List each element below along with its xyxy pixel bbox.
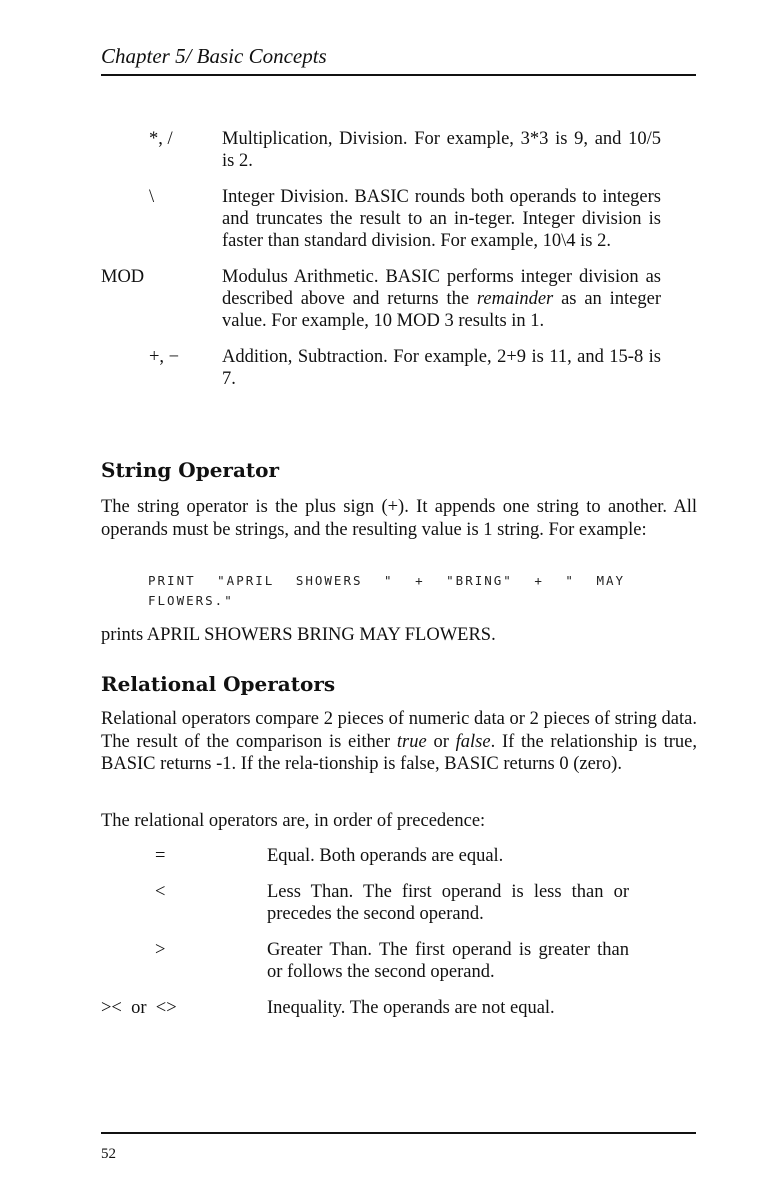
relational-symbol: = — [155, 846, 166, 866]
footer-rule — [101, 1132, 696, 1134]
description-text: Modulus Arithmetic. BASIC performs integer division as described above and returns the — [222, 267, 661, 309]
relational-operator-list — [101, 845, 661, 1032]
operator-symbol: \ — [149, 187, 155, 207]
operator-row — [101, 186, 661, 252]
emphasis-true: true — [396, 731, 427, 752]
chapter-title: Chapter 5/ Basic Concepts — [101, 44, 327, 68]
relational-description: Inequality. The operands are not equal. — [267, 997, 555, 1018]
relational-row — [101, 881, 661, 926]
relational-row — [101, 845, 661, 868]
operator-row — [101, 128, 661, 172]
intro-text: Relational operators compare 2 pieces of numeric data or 2 pieces of string data. The result of the comparison is either — [101, 709, 697, 752]
intro-text: or — [426, 731, 456, 752]
string-operator-intro: The string operator is the plus sign (+). It appends one string to another. All operands must be strings, and the resulting value is 1 string. For example: — [101, 497, 697, 540]
operator-row — [101, 346, 661, 390]
operator-row — [101, 266, 661, 332]
page-number: 52 — [101, 1146, 116, 1162]
header-rule — [101, 74, 696, 76]
relational-operators-intro — [101, 708, 697, 776]
precedence-intro: The relational operators are, in order of precedence: — [101, 811, 486, 831]
operator-symbol: *, / — [149, 129, 173, 149]
relational-description: Greater Than. The first operand is greater than or follows the second operand. — [267, 939, 629, 982]
relational-description: Less Than. The first operand is less than or precedes the second operand. — [267, 881, 629, 924]
intro-text: . If the relationship is true, BASIC returns -1. If the rela-tionship is false, BASIC returns 0 (zero). — [101, 731, 697, 774]
code-line: FLOWERS." — [148, 593, 234, 608]
relational-symbol: > — [155, 939, 166, 960]
operator-description: Integer Division. BASIC rounds both operands to integers and truncates the result to an in-teger. Integer division is faster than standard division. For example, 10\4 is 2. — [222, 187, 661, 251]
emphasis-false: false — [455, 731, 491, 752]
operator-symbol: +, − — [149, 347, 180, 367]
emphasis-remainder: remainder — [476, 289, 554, 309]
operator-description: Addition, Subtraction. For example, 2+9 is 11, and 15-8 is 7. — [222, 347, 661, 389]
relational-operators-heading: Relational Operators — [101, 672, 336, 696]
relational-symbol: < — [155, 881, 166, 902]
operator-symbol: MOD — [101, 267, 145, 287]
operator-description: Multiplication, Division. For example, 3*3 is 9, and 10/5 is 2. — [222, 129, 661, 171]
string-operator-result: prints APRIL SHOWERS BRING MAY FLOWERS. — [101, 625, 496, 645]
operator-description — [222, 266, 661, 332]
relational-row — [101, 997, 661, 1020]
description-text: as an integer value. For example, 10 MOD 3 results in 1. — [222, 289, 661, 331]
string-operator-heading: String Operator — [101, 458, 280, 482]
code-line: PRINT "APRIL SHOWERS " + "BRING" + " MAY — [148, 573, 626, 588]
relational-symbol: >< or <> — [101, 997, 177, 1018]
relational-description: Equal. Both operands are equal. — [267, 846, 504, 866]
arithmetic-operator-list — [101, 128, 661, 404]
relational-row — [101, 939, 661, 984]
